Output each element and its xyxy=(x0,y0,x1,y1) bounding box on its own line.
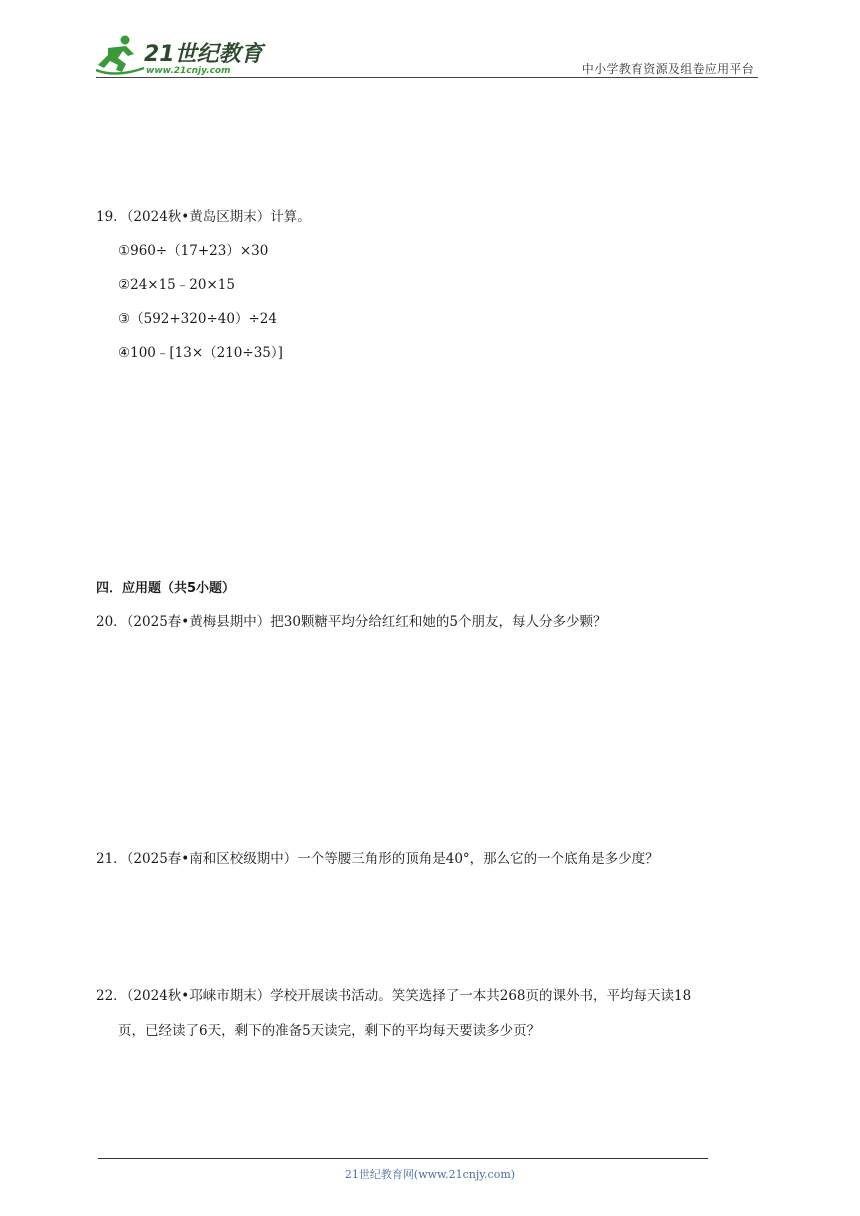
logo-url: www.21cnjy.com xyxy=(146,66,231,76)
footer-divider xyxy=(98,1158,708,1159)
runner-icon xyxy=(96,36,144,74)
question-19-item-3: ③（592+320÷40）÷24 xyxy=(118,311,277,327)
platform-name: 中小学教育资源及组卷应用平台 xyxy=(581,62,754,76)
section-title: 四．应用题（共5小题） xyxy=(96,581,236,596)
question-22-line-1: 22．（2024秋•邛崃市期末）学校开展读书活动。笑笑选择了一本共268页的课外书，平均每天读18 xyxy=(96,988,692,1004)
question-19-item-4: ④100﹣[13×（210÷35）] xyxy=(118,345,283,361)
site-logo xyxy=(96,34,266,76)
page-header xyxy=(96,32,758,78)
question-19-title: 19．（2024秋•黄岛区期末）计算。 xyxy=(96,209,311,225)
question-22-line-2: 页，已经读了6天，剩下的准备5天读完，剩下的平均每天要读多少页？ xyxy=(118,1023,541,1039)
header-divider xyxy=(96,77,758,78)
question-20: 20．（2025春•黄梅县期中）把30颗糖平均分给红红和她的5个朋友，每人分多少颗？ xyxy=(96,614,607,630)
logo-text: 21世纪教育 xyxy=(144,42,263,67)
question-21: 21．（2025春•南和区校级期中）一个等腰三角形的顶角是40°，那么它的一个底角是多少度？ xyxy=(96,851,659,867)
question-19-item-2: ②24×15﹣20×15 xyxy=(118,277,235,293)
question-19-item-1: ①960÷（17+23）×30 xyxy=(118,243,269,259)
footer-site-link[interactable]: 21世纪教育网(www.21cnjy.com) xyxy=(344,1168,516,1181)
